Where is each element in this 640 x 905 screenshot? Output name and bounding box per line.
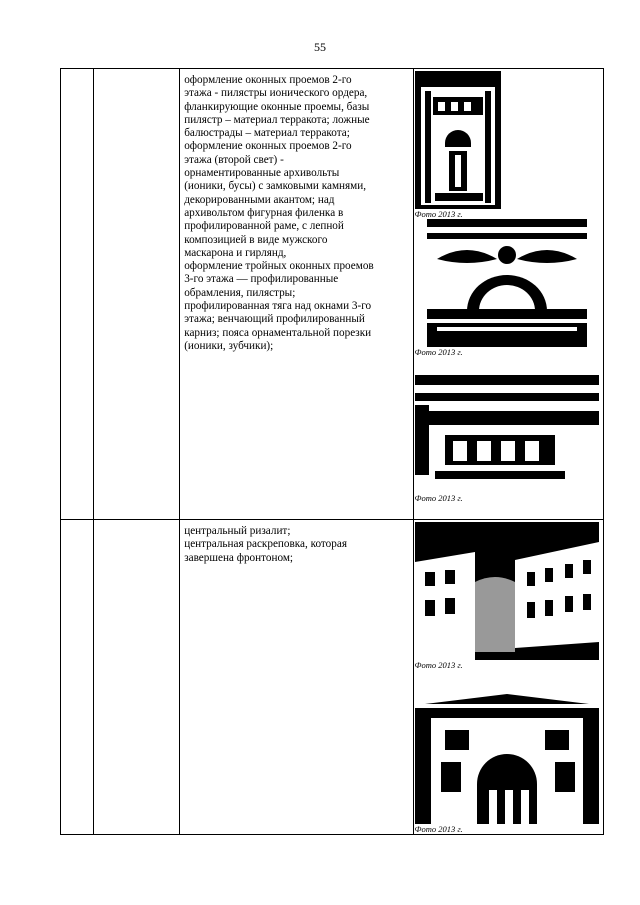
text-line: этажа; венчающий профилированный	[184, 313, 365, 326]
text-line: маскарона и гирлянд,	[184, 246, 287, 259]
text-line: орнаментированные архивольты	[184, 167, 340, 180]
text-line: завершена фронтоном;	[184, 551, 294, 564]
text-line: оформление тройных оконных проемов	[184, 260, 374, 273]
text-line: обрамления, пилястры;	[184, 286, 296, 299]
photo-caption: Фото 2013 г.	[414, 209, 463, 219]
photo-caption: Фото 2013 г.	[414, 660, 463, 670]
text-line: профилированная тяга над окнами 3-го	[184, 300, 372, 313]
description-text	[180, 69, 412, 353]
text-line: этажа - пилястры ионического ордера,	[184, 87, 368, 100]
text-line: композицией в виде мужского	[184, 233, 328, 246]
text-line: оформление оконных проемов 2-го	[184, 140, 352, 153]
description-cell	[180, 69, 413, 520]
text-line: карниз; пояса орнаментальной порезки	[184, 326, 372, 339]
text-line: архивольтом фигурная филенка в	[184, 206, 344, 219]
table-row	[61, 69, 604, 520]
number-cell	[61, 520, 94, 835]
table-row	[61, 520, 604, 835]
number-cell	[61, 69, 94, 520]
photo-caption: Фото 2013 г.	[414, 347, 463, 357]
archivolt-mascaron-photo	[427, 219, 587, 347]
description-text	[180, 520, 412, 565]
text-line: центральный ризалит;	[184, 525, 291, 537]
cornice-windows-photo	[415, 375, 599, 493]
photo-caption: Фото 2013 г.	[414, 824, 463, 834]
description-cell	[180, 520, 413, 835]
photo-caption: Фото 2013 г.	[414, 493, 463, 503]
text-line: декорированными акантом; над	[184, 193, 335, 206]
monument-elements-table	[60, 68, 604, 835]
text-line: этажа (второй свет) -	[184, 153, 284, 166]
page-number: 55	[314, 40, 326, 54]
text-line: (ионики, бусы) с замковыми камнями,	[184, 180, 367, 193]
element-cell	[94, 69, 180, 520]
facade-window-photo	[415, 71, 501, 209]
photo-cell	[413, 69, 603, 520]
element-cell	[94, 520, 180, 835]
text-line: 3-го этажа — профилированные	[184, 273, 339, 286]
central-risalit-photo	[415, 522, 599, 660]
text-line: балюстрады – материал терракота;	[184, 127, 350, 140]
pediment-photo	[415, 690, 599, 824]
text-line: фланкирующие оконные проемы, базы	[184, 100, 370, 113]
photo-cell	[413, 520, 603, 835]
text-line: центральная раскреповка, которая	[184, 538, 347, 551]
text-line: (ионики, зубчики);	[184, 339, 274, 352]
text-line: оформление оконных проемов 2-го	[184, 74, 352, 86]
text-line: пилястр – материал терракота; ложные	[184, 113, 370, 126]
text-line: профилированной раме, с лепной	[184, 220, 344, 233]
